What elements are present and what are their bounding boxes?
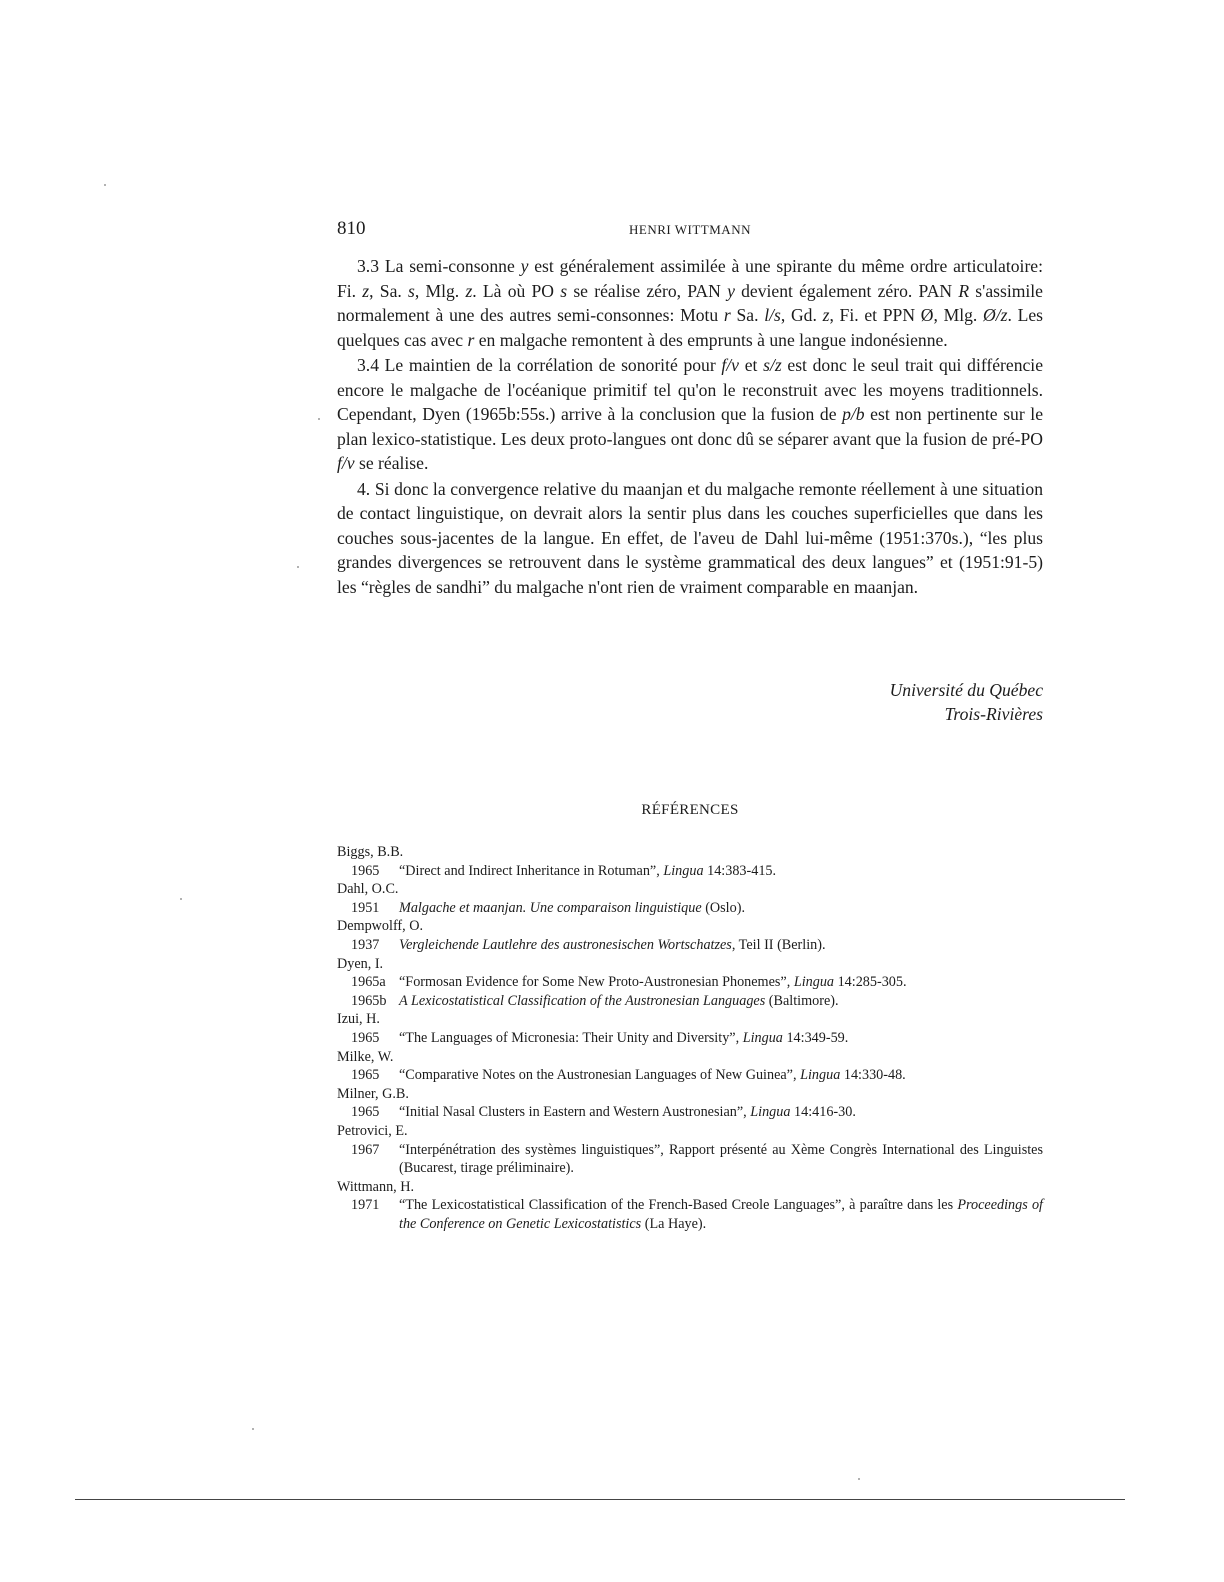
reference-entry (337, 1141, 1043, 1178)
text-run: , Teil II (Berlin). (731, 936, 826, 953)
text-run: “Comparative Notes on the Austronesian Languages of New Guinea”, (399, 1067, 801, 1084)
text-run: 14:285-305. (834, 974, 907, 991)
italic-text-run: r (467, 329, 475, 350)
paragraph-3-3 (337, 254, 1043, 352)
text-run: (Baltimore). (765, 992, 839, 1009)
text-run: devient également zéro. PAN (734, 280, 959, 301)
italic-text-run: z (822, 305, 830, 325)
italic-text-run: Ø/z (983, 305, 1008, 325)
reference-author: Izui, H. (337, 1011, 380, 1028)
scan-speck (104, 184, 106, 186)
text-run: 14:349-59. (782, 1029, 849, 1046)
text-run: (La Haye). (641, 1215, 707, 1232)
text-run: , Mlg. (414, 280, 466, 301)
reference-entry (337, 1029, 1043, 1048)
reference-author: Milner, G.B. (337, 1085, 409, 1102)
text-run: Sa. (730, 305, 765, 325)
reference-year: 1965 (351, 1104, 380, 1121)
text-run: 3.4 Le maintien de la corrélation de sonorité pour (357, 355, 722, 375)
italic-text-run: z (465, 280, 473, 301)
italic-text-run: y (520, 256, 529, 276)
text-run: 14:416-30. (790, 1104, 856, 1121)
references-heading: RÉFÉRENCES (641, 802, 739, 818)
reference-entry (337, 899, 1043, 918)
text-run: , Gd. (780, 305, 823, 325)
scan-speck (252, 1428, 254, 1430)
text-run: “Initial Nasal Clusters in Eastern and Western Austronesian”, (399, 1104, 751, 1121)
text-run: est donc le seul trait qui différencie encore le malgache de l'océanique primitif tel qu'on le reconstruit avec les moyens traditionnels. Cependant, Dyen (1965b:55s.) arrive à la conclusion que la fusion de (337, 355, 1044, 424)
paragraph-4 (337, 477, 1043, 600)
reference-entry (337, 992, 1043, 1011)
reference-entry (337, 862, 1043, 881)
italic-text-run: Lingua (663, 862, 704, 879)
text-run: “The Lexicostatistical Classification of the French-Based Creole Languages”, à paraître dans les (399, 1197, 958, 1214)
text-run: (Oslo). (701, 899, 745, 916)
text-run: 14:383-415. (703, 862, 777, 879)
scan-speck (318, 418, 320, 420)
reference-entry (337, 1196, 1043, 1233)
reference-entry (337, 973, 1043, 992)
reference-author: Wittmann, H. (337, 1178, 415, 1195)
reference-year: 1965 (351, 862, 380, 879)
italic-text-run: Lingua (742, 1029, 783, 1046)
italic-text-run: f/v (337, 453, 355, 473)
text-run: est généralement assimilée à une spirante du même ordre articulatoire: Fi. (337, 256, 1043, 301)
italic-text-run: Lingua (750, 1104, 791, 1121)
page-number: 810 (337, 218, 366, 239)
text-run: “The Languages of Micronesia: Their Unity and Diversity”, (399, 1029, 743, 1046)
running-head: HENRI WITTMANN (629, 222, 751, 237)
author-affiliation (337, 678, 1043, 726)
reference-year: 1965a (351, 974, 386, 991)
reference-year: 1965 (351, 1067, 380, 1084)
reference-year: 1965b (351, 992, 387, 1009)
body-text (337, 254, 1043, 600)
text-run: . Là où PO (472, 280, 561, 301)
text-run: 14:330-48. (840, 1067, 906, 1084)
reference-author: Dahl, O.C. (337, 881, 399, 898)
italic-text-run: z (362, 280, 370, 301)
italic-text-run: s/z (763, 355, 782, 375)
reference-author: Biggs, B.B. (337, 844, 404, 860)
italic-text-run: s (560, 280, 568, 301)
references-list (337, 843, 1043, 1233)
text-run: se réalise. (354, 453, 429, 473)
reference-author: Dempwolff, O. (337, 918, 424, 935)
text-run: et (739, 355, 764, 375)
italic-text-run: f/v (721, 355, 739, 375)
italic-text-run: R (958, 280, 970, 301)
scan-speck (297, 566, 299, 568)
text-run: 4. Si donc la convergence relative du maanjan et du malgache remonte réellement à une situation de contact linguistique, on devrait alors la sentir plus dans les couches superficielles que dans les couches sous-jacentes de la langue. En effet, de l'aveu de Dahl lui-même (1951:370s.), “les plus grandes divergences se retrouvent dans le système grammatical des deux langues” et (1951:91-5) les “règles de sandhi” du malgache n'ont rien de vraiment comparable en maanjan. (337, 478, 1043, 597)
italic-text-run: Malgache et maanjan. Une comparaison linguistique (399, 899, 702, 916)
reference-year: 1965 (351, 1029, 380, 1046)
text-run: “Formosan Evidence for Some New Proto-Austronesian Phonemes”, (399, 974, 794, 991)
page-header (337, 214, 1043, 244)
italic-text-run: Vergleichende Lautlehre des austronesischen Wortschatzes (399, 936, 732, 953)
reference-year: 1951 (351, 899, 380, 916)
italic-text-run: s (408, 280, 415, 301)
scan-speck (180, 898, 182, 900)
italic-text-run: r (723, 305, 731, 325)
italic-text-run: Lingua (800, 1067, 841, 1084)
reference-author: Petrovici, E. (337, 1122, 408, 1139)
affiliation-line-city: Trois-Rivières (944, 704, 1043, 724)
text-run: “Direct and Indirect Inheritance in Rotuman”, (399, 862, 664, 879)
text-run: 3.3 La semi-consonne (357, 256, 521, 276)
text-run: . Les quelques cas avec (337, 305, 1043, 350)
text-run: en malgache remontent à des emprunts à une langue indonésienne. (474, 329, 948, 350)
text-run: , Sa. (369, 280, 408, 301)
affiliation-line-university: Université du Québec (889, 680, 1043, 700)
reference-year: 1937 (351, 936, 380, 953)
reference-year: 1967 (351, 1141, 380, 1158)
scan-speck (858, 1478, 860, 1480)
italic-text-run: Proceedings of the Conference on Genetic Lexicostatistics (399, 1197, 1043, 1232)
text-run: se réalise zéro, PAN (567, 280, 728, 301)
italic-text-run: l/s (764, 305, 781, 325)
italic-text-run: p/b (842, 404, 865, 424)
reference-entry (337, 936, 1043, 955)
text-run: est non pertinente sur le plan lexico-statistique. Les deux proto-langues ont donc dû se séparer avant que la fusion de pré-PO (337, 404, 1043, 449)
italic-text-run: y (727, 280, 735, 301)
text-run: “Interpénétration des systèmes linguistiques”, Rapport présenté au Xème Congrès International des Linguistes (Bucarest, tirage préliminaire). (399, 1141, 1043, 1177)
reference-entry (337, 1066, 1043, 1085)
reference-year: 1971 (351, 1197, 380, 1214)
reference-entry (337, 1103, 1043, 1122)
italic-text-run: Lingua (793, 974, 835, 991)
reference-author: Milke, W. (337, 1048, 394, 1065)
italic-text-run: A Lexicostatistical Classification of the Austronesian Languages (399, 992, 766, 1009)
text-run: s'assimile normalement à une des autres semi-consonnes: Motu (337, 280, 1043, 325)
text-run: , Fi. et PPN Ø, Mlg. (829, 305, 984, 325)
bottom-rule (75, 1499, 1125, 1500)
paragraph-3-4 (337, 353, 1043, 476)
reference-author: Dyen, I. (337, 955, 384, 972)
